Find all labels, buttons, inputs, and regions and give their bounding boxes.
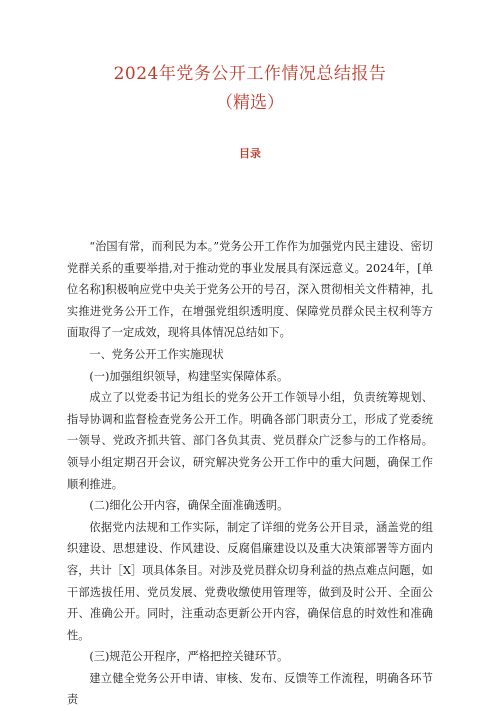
body-paragraph: 成立了以党委书记为组长的党务公开工作领导小组，负责统筹规划、指导协调和监督检查党务公开工作。明确各部门职责分工，形成了党委统一领导、党政齐抓共管、部门各负其责、党员群众广泛参与的工作格局。领导小组定期召开会议，研究解决党务公开工作中的重大问题，确保工作顺利推进。 [67, 391, 433, 491]
body-paragraph: 依据党内法规和工作实际，制定了详细的党务公开目录，涵盖党的组织建设、思想建设、作风建设、反腐倡廉建设以及重大决策部署等方面内容，共计［X］项具体条目。对涉及党员群众切身利益的热点难点问题，如干部选拔任用、党员发展、党费收缴使用管理等，做到及时公开、全面公开、准确公开。同时，注重动态更新公开内容，确保信息的时效性和准确性。 [67, 520, 433, 642]
document-title: 2024年党务公开工作情况总结报告 [113, 64, 387, 84]
body-paragraph: 建立健全党务公开申请、审核、发布、反馈等工作流程，明确各环节责 [67, 671, 433, 707]
toc-heading: 目录 [239, 147, 261, 160]
subsection-heading: (三)规范公开程序，严格把控关键环节。 [89, 650, 289, 664]
section-heading: 一、党务公开工作实施现状 [89, 347, 224, 361]
subsection-heading: (一)加强组织领导，构建坚实保障体系。 [89, 369, 289, 383]
subsection-heading: (二)细化公开内容，确保全面准确透明。 [89, 499, 289, 513]
intro-paragraph: “治国有常，而利民为本。”党务公开工作作为加强党内民主建设、密切党群关系的重要举措,对于推动党的事业发展具有深远意义。2024年，[单位名称]积极响应党中央关于党务公开的号召，深入贯彻相关文件精神，扎实推进党务公开工作，在增强党组织透明度、保障党员群众民主权利等方面取得了一定成效，现将具体情况总结如下。 [67, 240, 433, 340]
document-subtitle: （精选） [216, 93, 284, 113]
document-body [67, 236, 433, 711]
